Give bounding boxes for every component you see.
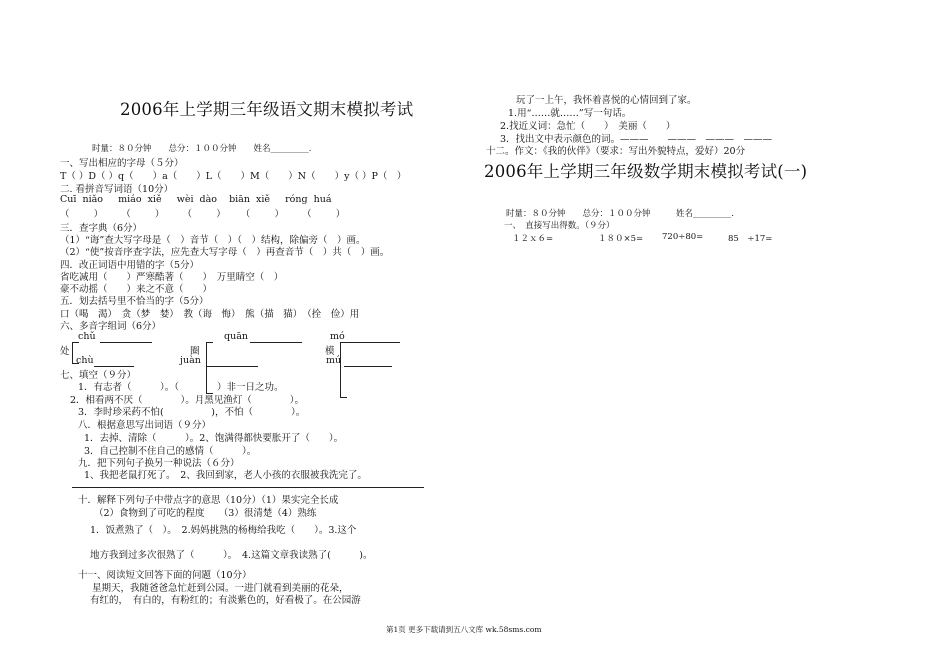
q2-answer-boxes: （ ） （ ） （ ） （ ） （ ） (60, 209, 346, 220)
math-calc-1: １２ｘ６= (512, 234, 554, 244)
q3-heading: 三．查字典（6分） (60, 223, 143, 234)
q6-pinyin-juan4: juàn (180, 355, 201, 366)
q2-heading: 二. 看拼音写词语（10分） (60, 184, 174, 195)
q11-item-2: 2.找近义词：急忙（ ） 美丽（ ） (500, 121, 676, 132)
q6-heading: 六、多音字组词（6分） (60, 321, 162, 332)
q4-heading: 四．改正词语中用错的字（5分） (60, 260, 200, 271)
q5-items: 口（喝 渴） 贪（梦 婪） 教（诲 悔） 熊（描 猫） （拴 俭）用 (60, 309, 360, 320)
passage-continued: 玩了一上午，我怀着喜悦的心情回到了家。 (516, 95, 697, 106)
q11-item-3: 3．找出文中表示颜色的词。——— ——— ——— ——— (500, 134, 773, 145)
q7-item-3: 3．李时珍采药不怕( )，不怕（ ）。 (78, 407, 306, 418)
q10-subheading: （2）食物到了可吃的程度 （3）很清楚（4）熟练 (94, 508, 317, 519)
q4-item-2: 豪不动摇（ ）来之不意（ ） (60, 284, 213, 295)
q11-item-1: 1.用“……就……”写一句话。 (508, 108, 632, 119)
q9-answer-line (72, 487, 424, 488)
q6-pinyin-quan1: quān (224, 331, 248, 342)
math-calc-4: 85 ÷17= (728, 234, 773, 244)
math-calc-2: １８０×5= (598, 234, 644, 244)
math-q1-heading: 一、 直接写出得数。（９分） (504, 221, 615, 231)
q9-heading: 九．把下列句子换另一种说法（６分） (78, 458, 240, 469)
math-exam-meta: 时量：８０分钟 总分：１００分钟 姓名_________. (506, 209, 734, 219)
q6-char-mo: 模 (325, 346, 335, 357)
q10-item-1: 1．饭煮熟了（ ）。 2.妈妈挑熟的杨梅给我吃（ ）。3.这个 (90, 525, 357, 536)
math-calc-3: 720÷80= (662, 232, 704, 242)
q4-item-1: 省吃减用（ ）严寒酷著（ ） 万里睛空（ ） (60, 272, 284, 283)
q8-item-1: 1．去掉、清除（ ）。2、饱满得都快要胀开了（ ）。 (84, 433, 344, 444)
q9-items: 1、我把老鼠打死了。 2、我回到家，老人小孩的衣服被我洗完了。 (84, 470, 367, 481)
q6-brace-mo (340, 342, 347, 398)
q7-item-2: 2．相看两不厌（ ）。月黑见渔灯（ ）。 (70, 395, 305, 406)
q11-heading: 十一、阅读短文回答下面的问题（10分） (78, 570, 252, 581)
q3-item-1: （1）“诲”查大写字母是（ ）音节（ ）（ ）结构，除偏旁（ ）画。 (60, 235, 366, 246)
q6-blank (344, 366, 392, 367)
q8-item-3: 3．自己控制不住自己的感情（ ）。 (84, 446, 257, 457)
exam-meta: 时量：８０分钟 总分：１００分钟 姓名_________. (92, 144, 312, 154)
page-footer: 第1页 更多下载请到五八文库 wk.58sms.com (386, 625, 542, 634)
q1-heading: 一、写出相应的字母（５分） (60, 158, 184, 169)
q6-blank (100, 342, 152, 343)
q11-passage-line-1: 星期天，我随爸爸急忙赶到公园。一进门就看到美丽的花朵， (92, 583, 349, 594)
q6-blank (346, 342, 400, 343)
q10-heading: 十．解释下列句子中带点字的意思（10分）（1）果实完全长成 (78, 495, 339, 506)
q6-pinyin-chu3: chǔ (78, 331, 96, 342)
q6-blank (250, 342, 302, 343)
q1-letters: T（ ）D（ ）q（ ）a（ ）L（ ）M（ ）N（ ）y（ ）P（ ） (60, 171, 407, 182)
q6-blank (206, 366, 258, 367)
q6-char-chu: 处 (60, 346, 70, 357)
q3-item-2: （2）“使”按音序查字法，应先查大写字母（ ）再查音节（ ）共（ ）画。 (60, 247, 390, 258)
exam-title-math: 2006年上学期三年级数学期末模拟考试(一) (484, 162, 808, 181)
q7-item-1: 1．有志者（ ）。（ ）非一日之功。 (78, 382, 284, 393)
q11-passage-line-2: 有红的， 有白的，有粉红的；有淡紫色的，好看极了。在公园游 (90, 595, 361, 606)
q6-pinyin-chu4: chù (76, 355, 94, 366)
q2-pinyin: Cuī niǎo miáo xiě wèi dào biān xiě róng huá (60, 194, 332, 205)
q6-pinyin-mu2: mú (326, 355, 342, 366)
q8-heading: 八．根据意思写出词语（９分） (78, 420, 212, 431)
q10-item-2: 地方我到过多次很熟了（ ）。 4.这篇文章我读熟了( )。 (90, 550, 373, 561)
q7-heading: 七、填空（９分） (60, 370, 137, 381)
q6-char-quan: 圈 (190, 346, 200, 357)
q5-heading: 五．划去括号里不恰当的字（5分） (60, 296, 209, 307)
exam-title-chinese: 2006年上学期三年级语文期末模拟考试 (120, 100, 414, 119)
q12-composition: 十二。作文：《我的伙伴》（要求：写出外貌特点，爱好）20分 (486, 146, 746, 157)
q6-pinyin-mo2: mó (330, 331, 345, 342)
